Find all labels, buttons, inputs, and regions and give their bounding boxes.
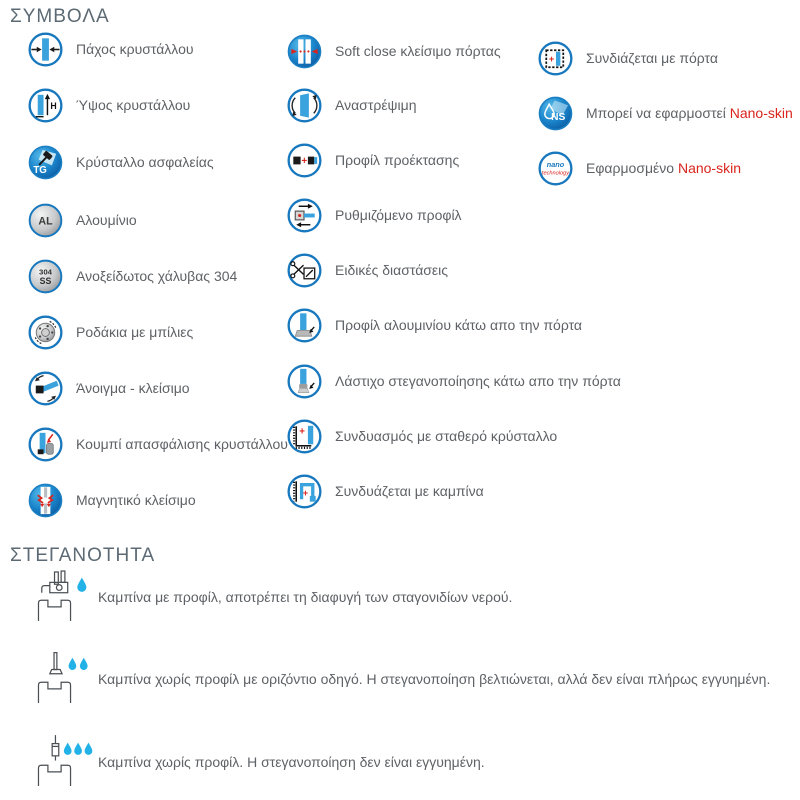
legend-label: Συνδιάζεται με πόρτα <box>586 50 718 67</box>
ball-bearing-rollers-icon <box>28 315 63 350</box>
legend-label <box>586 105 793 121</box>
water-drop <box>74 743 82 755</box>
legend-label: Κρύσταλλο ασφαλείας <box>76 154 214 171</box>
legend-label: Συνδυασμός με σταθερό κρύσταλλο <box>335 428 558 445</box>
svg-text:+: + <box>548 53 555 64</box>
legend-item-nano-skin-applied <box>538 151 741 186</box>
stainless-steel-304-icon <box>28 259 63 294</box>
legend-label: Πάχος κρυστάλλου <box>76 41 194 58</box>
svg-text:304: 304 <box>39 267 52 277</box>
glass-height-icon <box>28 88 63 123</box>
legend-label: Ύψος κρυστάλλου <box>76 97 191 114</box>
legend-item-combine-fixed-glass <box>287 419 557 454</box>
legend-item-profile-under-door <box>287 308 582 343</box>
cabin-without-profile-with-guide-icon <box>30 652 96 705</box>
label-prefix: Μπορεί να εφαρμοστεί <box>586 105 730 122</box>
legend-label: Άνοιγμα - κλείσιμο <box>76 380 190 397</box>
tightness-row-no-profile <box>30 735 485 788</box>
sealing-strip-under-door-icon <box>287 364 322 399</box>
legend-label: Κουμπί απασφάλισης κρυστάλλου <box>76 436 288 453</box>
svg-text:NS: NS <box>551 111 566 123</box>
legend-item-stainless-steel-304 <box>28 259 237 294</box>
cabin-without-profile-icon <box>30 735 96 788</box>
svg-text:TG: TG <box>33 165 47 177</box>
legend-item-extension-profile <box>287 143 459 178</box>
svg-text:SS: SS <box>39 275 52 286</box>
legend-label: Αναστρέψιμη <box>335 97 417 114</box>
legend-label: Αλουμίνιο <box>76 212 137 229</box>
label-accent-nano-skin: Nano-skin <box>677 160 741 177</box>
svg-text:+: + <box>299 426 305 438</box>
legend-label: Ανοξείδωτος χάλυβας 304 <box>76 268 238 285</box>
water-drop <box>77 578 86 592</box>
soft-close-icon <box>287 34 322 69</box>
water-drop <box>69 658 77 670</box>
glass-release-button-icon <box>28 427 63 462</box>
svg-text:technology: technology <box>541 170 570 177</box>
legend-label: Μαγνητικό κλείσιμο <box>76 492 196 509</box>
legend-label: Προφίλ αλουμινίου κάτω απο την πόρτα <box>335 317 583 334</box>
tightness-row-no-profile-guide <box>30 652 770 705</box>
label-accent-nano-skin: Nano-skin <box>729 105 793 122</box>
tightness-text: Καμπίνα με προφίλ, αποτρέπει τη διαφυγή των σταγονιδίων νερού. <box>98 588 513 605</box>
label-prefix: Εφαρμοσμένο <box>586 160 678 177</box>
reversible-icon <box>287 88 322 123</box>
legend-label: Λάστιχο στεγανοποίησης κάτω απο την πόρτα <box>335 373 621 390</box>
magnetic-closing-icon <box>28 483 63 518</box>
legend-item-soft-close <box>287 34 501 69</box>
glass-thickness-icon <box>28 32 63 67</box>
tightness-section-title: ΣΤΕΓΑΝΟΤΗΤΑ <box>10 545 156 566</box>
nano-skin-applicable-icon <box>538 96 573 131</box>
legend-label: Ρυθμιζόμενο προφίλ <box>335 207 462 224</box>
open-close-icon <box>28 371 63 406</box>
svg-text:+: + <box>302 487 309 498</box>
legend-item-magnetic-closing <box>28 483 196 518</box>
legend-item-adjustable-profile <box>287 198 462 233</box>
svg-text:+: + <box>301 155 308 167</box>
legend-item-aluminium <box>28 203 137 238</box>
adjustable-profile-icon <box>287 198 322 233</box>
nano-skin-applied-icon <box>538 151 573 186</box>
legend-item-rollers <box>28 315 193 350</box>
cabin-with-profile-icon <box>30 570 96 623</box>
water-drop <box>64 743 72 755</box>
legend-item-tempered-glass <box>28 145 214 180</box>
custom-dimensions-icon <box>287 253 322 288</box>
svg-text:AL: AL <box>38 215 53 228</box>
legend-label: Soft close κλείσιμο πόρτας <box>335 43 501 60</box>
legend-item-combine-door <box>538 41 718 76</box>
water-drop <box>85 743 93 755</box>
water-drop <box>80 658 88 670</box>
legend-label <box>586 160 741 176</box>
combine-door-icon <box>538 41 573 76</box>
legend-item-combine-cabin <box>287 474 484 509</box>
svg-text:nano: nano <box>546 160 565 170</box>
legend-label: Συνδυάζεται με καμπίνα <box>335 483 484 500</box>
legend-item-glass-thickness <box>28 32 194 67</box>
legend-item-open-close <box>28 371 190 406</box>
svg-text:H: H <box>50 100 57 111</box>
legend-label: Ειδικές διαστάσεις <box>335 262 449 279</box>
aluminium-profile-under-door-icon <box>287 308 322 343</box>
combine-fixed-glass-icon <box>287 419 322 454</box>
legend-item-reversible <box>287 88 417 123</box>
legend-label: Ροδάκια με μπίλιες <box>76 324 194 341</box>
aluminium-icon <box>28 203 63 238</box>
legend-item-glass-release-button <box>28 427 288 462</box>
tempered-glass-icon <box>28 145 63 180</box>
tightness-text: Καμπίνα χωρίς προφίλ. Η στεγανοποίηση δεν είναι εγγυημένη. <box>98 753 485 770</box>
legend-item-glass-height <box>28 88 190 123</box>
legend-item-strip-under-door <box>287 364 621 399</box>
legend-item-nano-skin-applicable <box>538 96 793 131</box>
legend-label: Προφίλ προέκτασης <box>335 152 460 169</box>
legend-item-custom-dimensions <box>287 253 448 288</box>
extension-profile-icon <box>287 143 322 178</box>
tightness-text: Καμπίνα χωρίς προφίλ με οριζόντιο οδηγό. Η στεγανοποίηση βελτιώνεται, αλλά δεν είναι πλήρως εγγυημένη. <box>98 670 771 687</box>
symbols-section-title: ΣΥΜΒΟΛΑ <box>10 6 110 27</box>
tightness-row-with-profile <box>30 570 512 623</box>
combine-cabin-icon <box>287 474 322 509</box>
